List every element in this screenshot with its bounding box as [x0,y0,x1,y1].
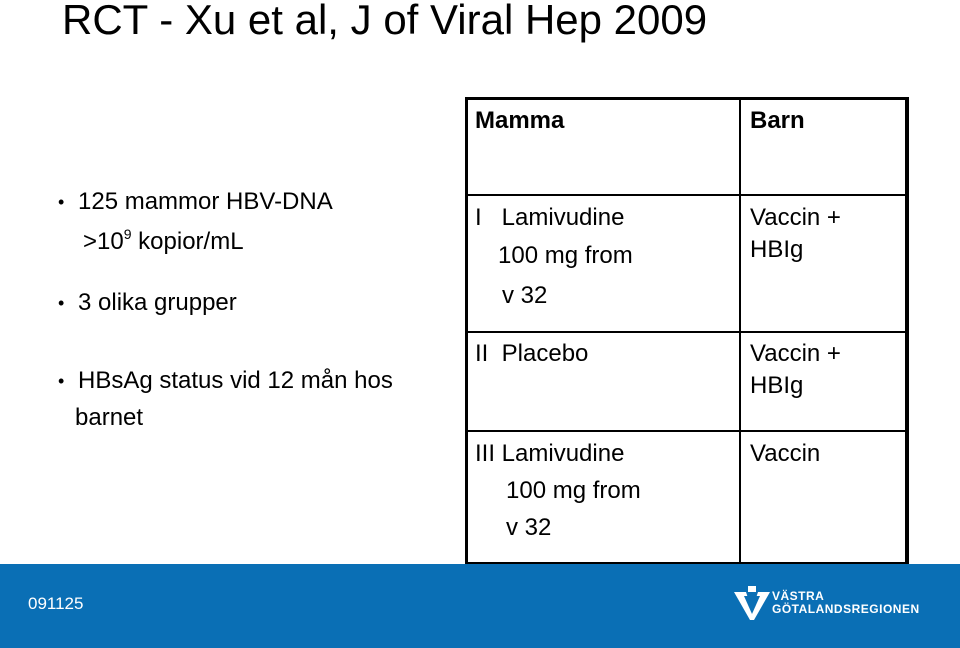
table-cell-barn: Vaccin + [750,340,841,367]
row-divider [465,331,909,333]
logo-wordmark [772,590,920,616]
vgr-logo-icon [732,584,772,624]
vgr-logo [732,584,932,624]
table-cell-mamma: v 32 [502,282,548,309]
table-cell-barn: Vaccin [750,440,821,467]
header-barn: Barn [750,107,805,134]
row-divider [465,194,909,196]
bullet-continuation: barnet [75,404,144,431]
bullet-text: 3 olika grupper [78,289,237,316]
bullet-text: >10 [83,228,124,255]
table-cell-mamma: v 32 [506,514,552,541]
table-cell-mamma: 100 mg from [498,242,633,269]
slide-title: RCT - Xu et al, J of Viral Hep 2009 [62,0,708,43]
logo-line: VÄSTRA [772,589,825,603]
logo-line: GÖTALANDSREGIONEN [772,602,920,616]
bullet-text: kopior/mL [131,228,244,255]
bullet-text: 125 mammor HBV-DNA [78,188,333,215]
bullet-dot-icon: • [58,371,65,391]
row-divider [465,430,909,432]
table-cell-mamma: II Placebo [475,340,589,367]
bullet-continuation [83,227,244,257]
bullet-dot-icon: • [58,293,65,313]
table-cell-barn: HBIg [750,236,804,263]
table-cell-barn: HBIg [750,372,804,399]
study-table [465,97,910,567]
table-cell-mamma: I Lamivudine [475,204,625,231]
table-cell-mamma: III Lamivudine [475,440,625,467]
bullet-dot-icon: • [58,192,65,212]
footer-code: 091125 [28,594,84,613]
header-mamma: Mamma [475,107,565,134]
table-cell-barn: Vaccin + [750,204,841,231]
footer-bar [0,564,960,648]
superscript: 9 [123,226,132,242]
bullet-text: HBsAg status vid 12 mån hos [78,367,393,394]
table-cell-mamma: 100 mg from [506,477,641,504]
